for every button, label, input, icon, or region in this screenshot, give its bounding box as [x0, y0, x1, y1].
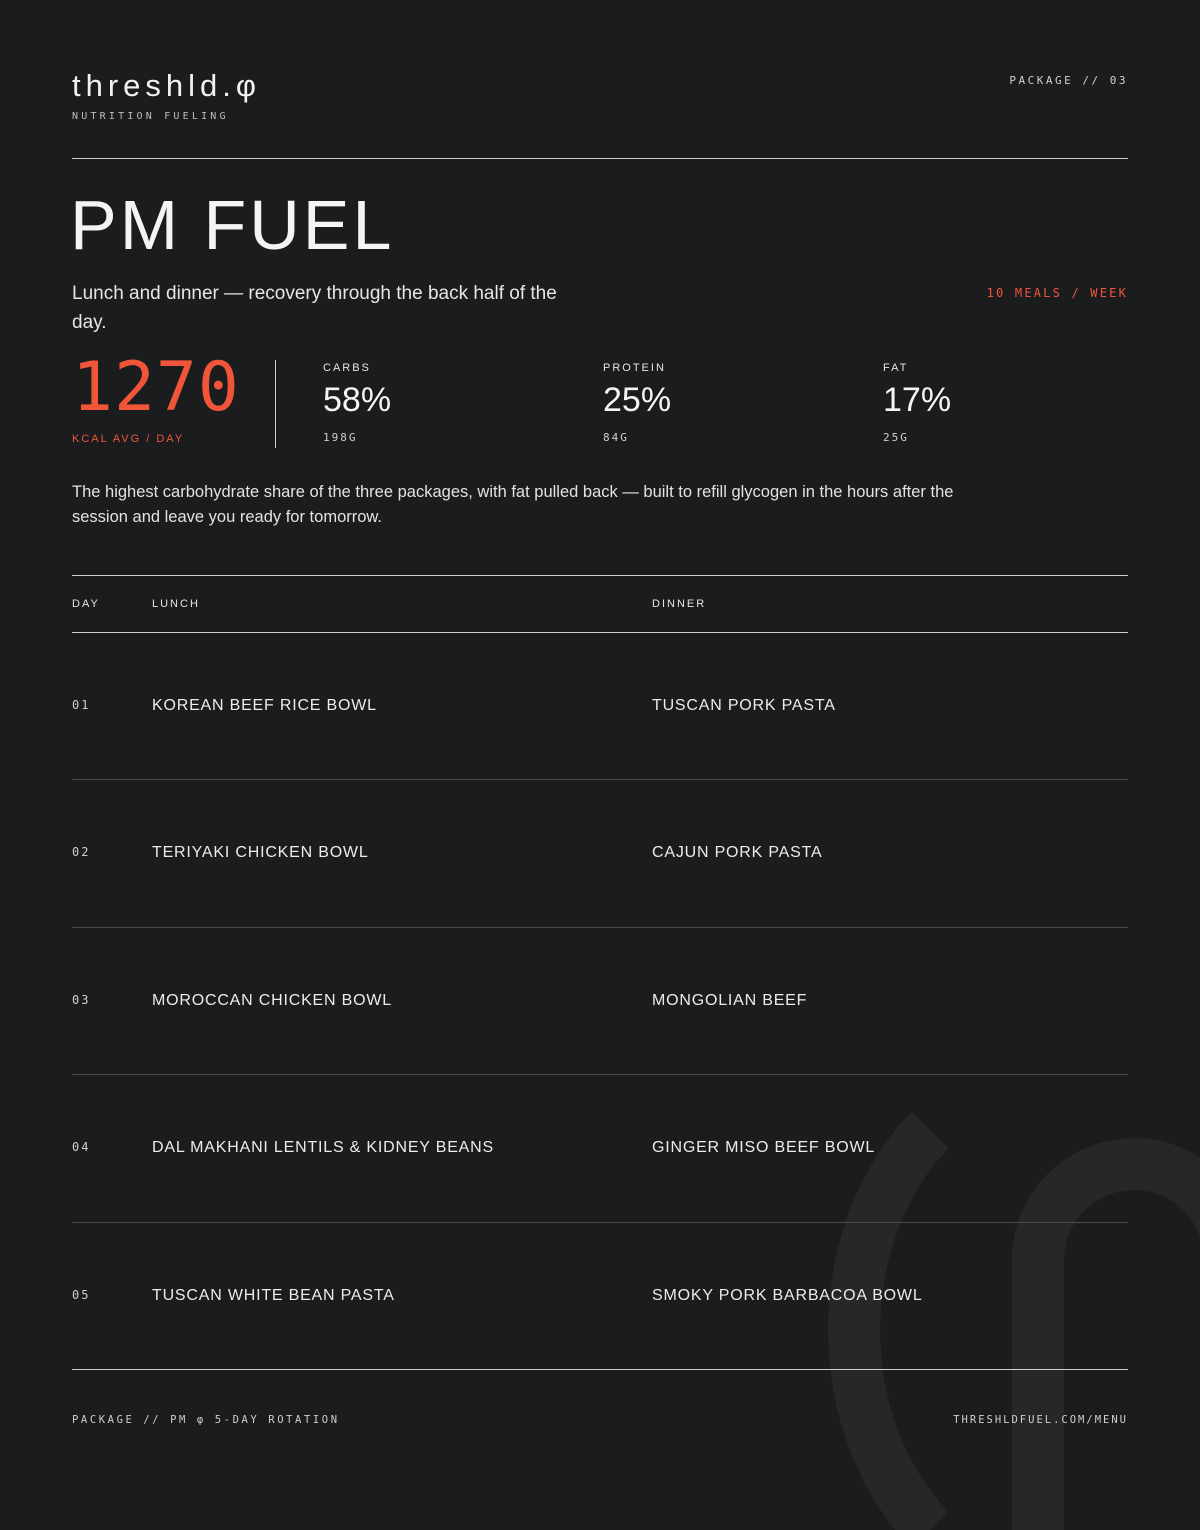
- table-bottom-divider: [72, 1369, 1128, 1370]
- macro-carbs-pct: 58%: [323, 381, 392, 419]
- row-divider: [72, 927, 1128, 928]
- macro-protein-label: PROTEIN: [603, 362, 666, 374]
- row-dinner: TUSCAN PORK PASTA: [652, 697, 836, 714]
- column-header-day: DAY: [72, 598, 100, 610]
- page-title: PM FUEL: [70, 186, 395, 264]
- row-lunch: TERIYAKI CHICKEN BOWL: [152, 844, 369, 861]
- macro-protein-pct: 25%: [603, 381, 672, 419]
- row-day: 04: [72, 1140, 91, 1154]
- row-dinner: MONGOLIAN BEEF: [652, 992, 808, 1009]
- kcal-value: 1270: [72, 348, 240, 427]
- macro-carbs-label: CARBS: [323, 362, 371, 374]
- macro-fat-pct: 17%: [883, 381, 952, 419]
- meals-per-week: 10 MEALS / WEEK: [986, 286, 1128, 300]
- row-lunch: MOROCCAN CHICKEN BOWL: [152, 992, 392, 1009]
- row-dinner: CAJUN PORK PASTA: [652, 844, 823, 861]
- row-dinner: SMOKY PORK BARBACOA BOWL: [652, 1287, 923, 1304]
- brand-logo: threshld.φ: [72, 68, 262, 103]
- row-day: 01: [72, 698, 91, 712]
- page-subtitle: Lunch and dinner — recovery through the back half of the day.: [72, 283, 557, 333]
- kcal-label: KCAL AVG / DAY: [72, 433, 185, 445]
- table-header-divider: [72, 632, 1128, 633]
- macro-fat-grams: 25G: [883, 431, 909, 444]
- row-dinner: GINGER MISO BEEF BOWL: [652, 1139, 876, 1156]
- package-code: PACKAGE // 03: [1009, 74, 1128, 87]
- macro-protein-grams: 84G: [603, 431, 629, 444]
- package-description: The highest carbohydrate share of the three packages, with fat pulled back — built to refill glycogen in the hours after the session and leave you ready for tomorrow.: [72, 483, 954, 526]
- footer-menu-link[interactable]: THRESHLDFUEL.COM/MENU: [953, 1414, 1128, 1426]
- table-top-divider: [72, 575, 1128, 576]
- column-header-lunch: LUNCH: [152, 598, 200, 610]
- row-day: 03: [72, 993, 91, 1007]
- macro-fat-label: FAT: [883, 362, 909, 374]
- header-divider: [72, 158, 1128, 159]
- row-divider: [72, 1222, 1128, 1223]
- row-day: 02: [72, 845, 91, 859]
- row-divider: [72, 779, 1128, 780]
- row-lunch: TUSCAN WHITE BEAN PASTA: [152, 1287, 395, 1304]
- macro-carbs-grams: 198G: [323, 431, 358, 444]
- stats-divider: [275, 360, 276, 448]
- column-header-dinner: DINNER: [652, 598, 707, 610]
- brand-tagline: NUTRITION FUELING: [72, 111, 229, 122]
- row-divider: [72, 1074, 1128, 1075]
- row-day: 05: [72, 1288, 91, 1302]
- footer-package-label: PACKAGE // PM φ 5-DAY ROTATION: [72, 1414, 340, 1426]
- phi-watermark-icon: [780, 1110, 1200, 1530]
- row-lunch: KOREAN BEEF RICE BOWL: [152, 697, 377, 714]
- row-lunch: DAL MAKHANI LENTILS & KIDNEY BEANS: [152, 1139, 494, 1156]
